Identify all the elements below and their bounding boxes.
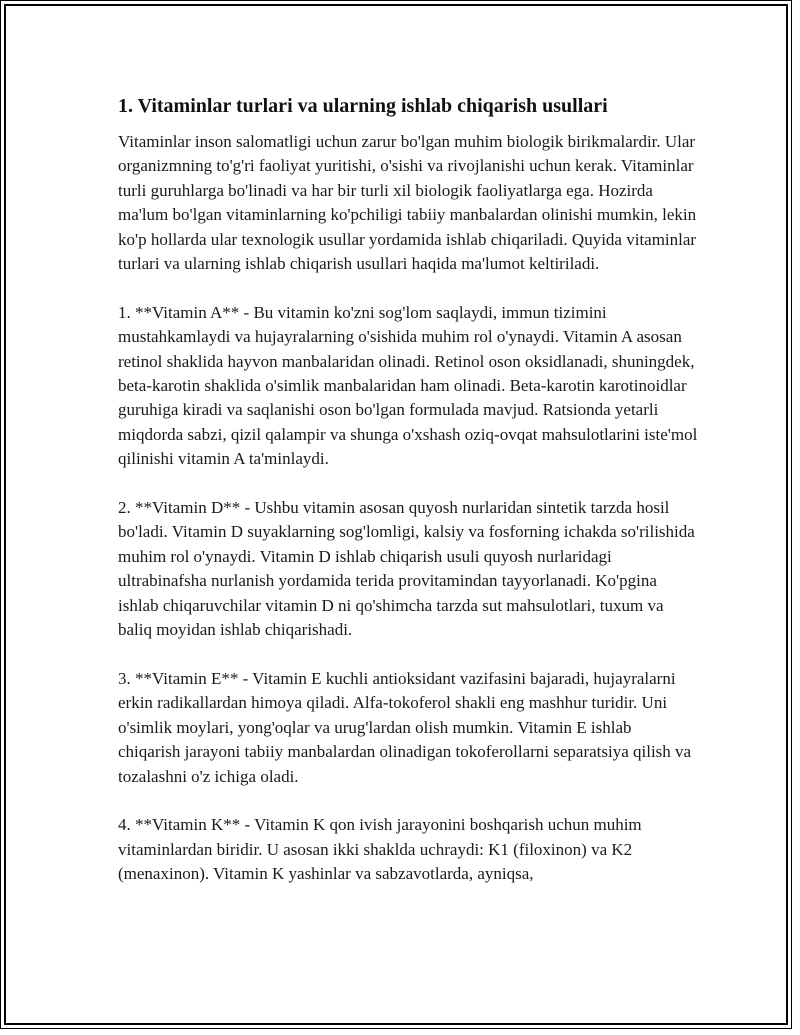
vitamin-k-paragraph: 4. **Vitamin K** - Vitamin K qon ivish jarayonini boshqarish uchun muhim vitaminlardan biridir. U asosan ikki shaklda uchraydi: K1 (filoxinon) va K2 (menaxinon). Vitamin K yashinlar va sabzavotlarda, ayniqsa, bbox=[118, 815, 642, 884]
vitamin-e-paragraph: 3. **Vitamin E** - Vitamin E kuchli antioksidant vazifasini bajaradi, hujayralarni erkin radikallardan himoya qiladi. Alfa-tokoferol shakli eng mashhur turidir. Uni o'simlik moylari, yong'oqlar va urug'lardan olish mumkin. Vitamin E ishlab chiqarish jarayoni tabiiy manbalardan olinadigan tokoferollarni separatsiya qilish va tozalashni o'z ichiga oladi. bbox=[118, 668, 692, 786]
vitamin-d-paragraph: 2. **Vitamin D** - Ushbu vitamin asosan quyosh nurlaridan sintetik tarzda hosil bo'ladi. Vitamin D suyaklarning sog'lomligi, kalsiy va fosforning ichakda so'rilishida muhim rol o'ynaydi. Vitamin D ishlab chiqarish usuli quyosh nurlaridagi ultrabinafsha nurlanish yordamida terida provitamindan tayyorlanadi. Ko'pgina ishlab chiqaruvchilar vitamin D ni qo'shimcha tarzda sut mahsulotlari, tuxum va baliq moyidan ishlab chiqarishadi. bbox=[118, 498, 695, 640]
document-body bbox=[118, 92, 698, 911]
intro-paragraph: Vitaminlar inson salomatligi uchun zarur bo'lgan muhim biologik birikmalardir. Ular organizmning to'g'ri faoliyat yuritishi, o'sishi va rivojlanishi uchun kerak. Vitaminlar turli guruhlarga bo'linadi va har bir turli xil biologik faoliyatlarga ega. Hozirda ma'lum bo'lgan vitaminlarning ko'pchiligi tabiiy manbalardan olinishi mumkin, lekin ko'p hollarda ular texnologik usullar yordamida ishlab chiqariladi. Quyida vitaminlar turlari va ularning ishlab chiqarish usullari haqida ma'lumot keltiriladi. bbox=[118, 132, 697, 274]
section-heading: 1. Vitaminlar turlari va ularning ishlab chiqarish usullari bbox=[118, 95, 608, 117]
vitamin-a-paragraph: 1. **Vitamin A** - Bu vitamin ko'zni sog'lom saqlaydi, immun tizimini mustahkamlaydi va hujayralarning o'sishida muhim rol o'ynaydi. Vitamin A asosan retinol shaklida hayvon manbalaridan olinadi. Retinol oson oksidlanadi, shuningdek, beta-karotin shaklida o'simlik manbalaridan ham olinadi. Beta-karotin karotinoidlar guruhiga kiradi va saqlanishi oson bo'lgan formulada mavjud. Ratsionda yetarli miqdorda sabzi, qizil qalampir va shunga o'xshash oziq-ovqat mahsulotlarini iste'mol qilinishi vitamin A ta'minlaydi. bbox=[118, 302, 698, 469]
